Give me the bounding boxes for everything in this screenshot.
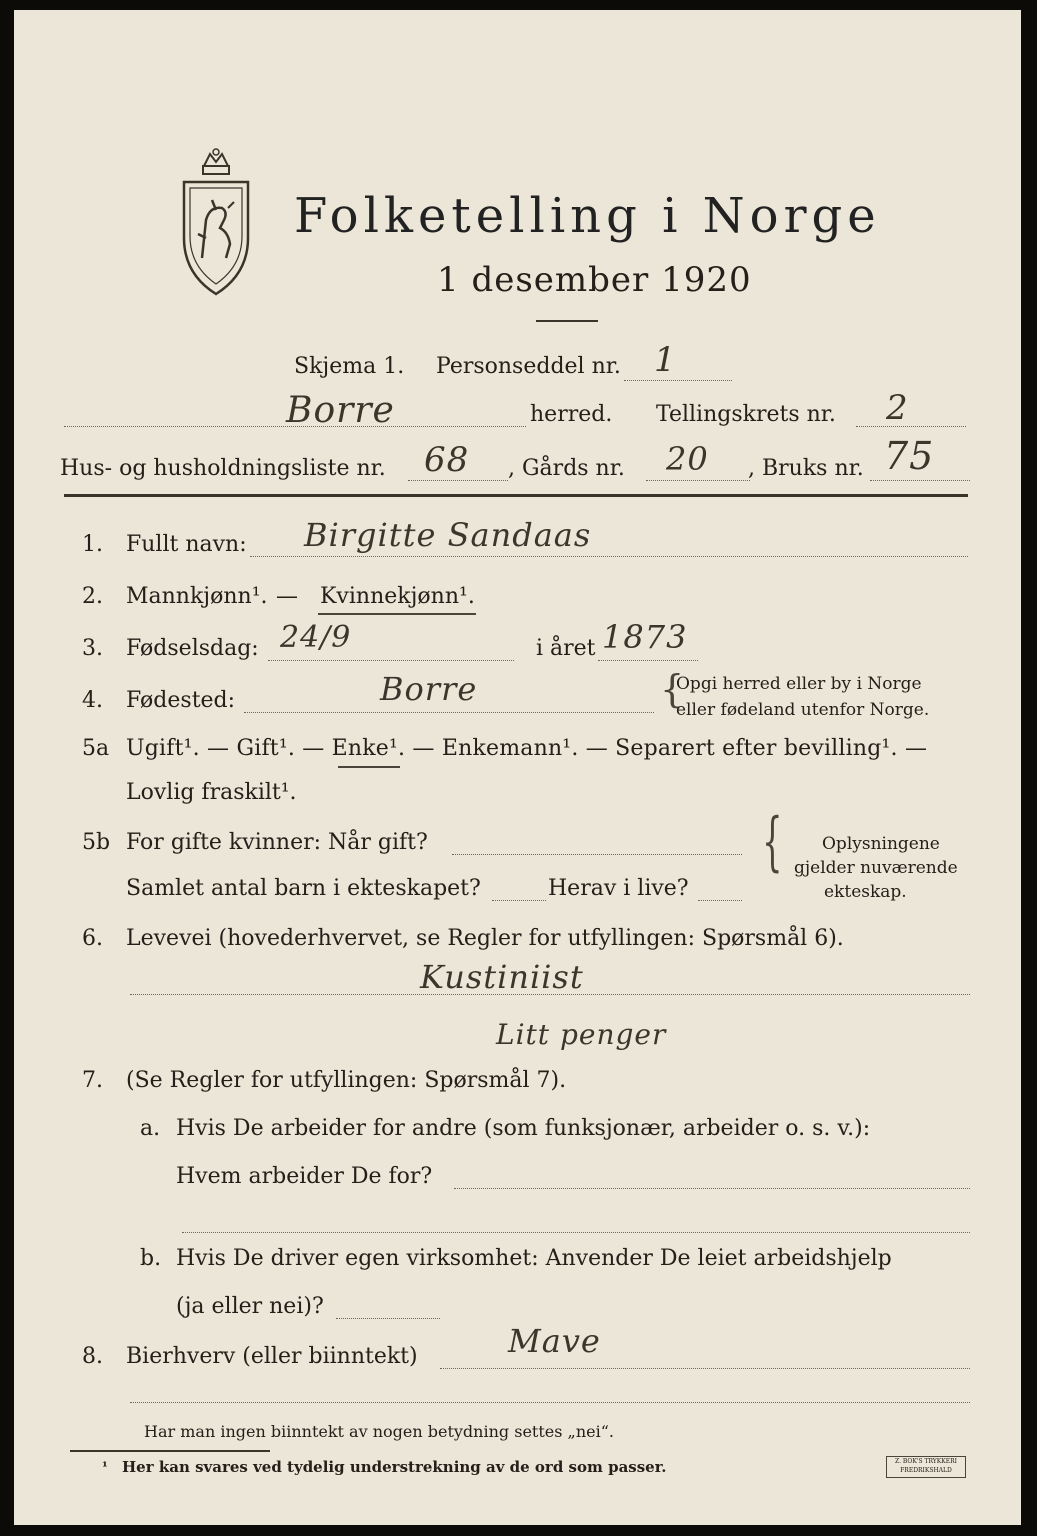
- marital-status-options[interactable]: Ugift¹. — Gift¹. — Enke¹. — Enkemann¹. — Separert efter bevilling¹. —: [126, 736, 928, 761]
- gards-label: , Gårds nr.: [508, 456, 625, 481]
- footnote-text: Her kan svares ved tydelig understrekning av de ord som passer.: [122, 1458, 667, 1476]
- employer-line-2: [182, 1232, 970, 1233]
- marriage-note-1: Oplysningene: [822, 834, 940, 854]
- q4-number: 4.: [82, 688, 103, 713]
- children-alive-line: [698, 900, 742, 901]
- q1-number: 1.: [82, 532, 103, 557]
- q7b-label: Hvis De driver egen virksomhet: Anvender De leiet arbeidshjelp: [176, 1246, 892, 1271]
- gards-line: [646, 480, 750, 481]
- birth-year-value[interactable]: 1873: [602, 618, 688, 656]
- q6-label: Levevei (hovederhvervet, se Regler for utfyllingen: Spørsmål 6).: [126, 926, 844, 951]
- bruks-value[interactable]: 75: [884, 434, 935, 478]
- q8-number: 8.: [82, 1344, 103, 1369]
- gender-separator: —: [276, 584, 298, 609]
- q3-number: 3.: [82, 636, 103, 661]
- full-name-value[interactable]: Birgitte Sandaas: [304, 516, 592, 554]
- birthday-line: [268, 660, 514, 661]
- personseddel-label: Personseddel nr.: [436, 354, 621, 379]
- hus-line: [408, 480, 508, 481]
- gards-value[interactable]: 20: [666, 440, 709, 478]
- marriage-note-2: gjelder nuværende: [794, 858, 958, 878]
- birthplace-note-2: eller fødeland utenfor Norge.: [676, 700, 930, 720]
- gender-female-underline: [318, 613, 476, 615]
- birthplace-value[interactable]: Borre: [380, 670, 478, 708]
- birthplace-line: [244, 712, 654, 713]
- enke-underline: [338, 766, 400, 768]
- gender-female-label[interactable]: Kvinnekjønn¹.: [320, 584, 475, 609]
- q1-label: Fullt navn:: [126, 532, 247, 557]
- year-label: i året: [536, 636, 596, 661]
- occupation-line: [130, 994, 970, 995]
- side-income-line-2: [130, 1402, 970, 1403]
- occupation-value-1[interactable]: Kustiniist: [420, 958, 584, 996]
- marriage-note-brace: {: [762, 805, 783, 879]
- personseddel-line: [624, 380, 732, 381]
- q7-number: 7.: [82, 1068, 103, 1093]
- footer-divider: [70, 1450, 270, 1452]
- hus-label: Hus- og husholdningsliste nr.: [60, 456, 386, 481]
- herred-value[interactable]: Borre: [286, 390, 395, 431]
- gender-male-label[interactable]: Mannkjønn¹.: [126, 584, 268, 609]
- married-when-line: [452, 854, 742, 855]
- norway-coat-of-arms-icon: [176, 148, 256, 298]
- printer-stamp-line-2: FREDRIKSHALD: [900, 1467, 952, 1474]
- census-date: 1 desember 1920: [437, 260, 752, 300]
- bruks-line: [870, 480, 970, 481]
- children-total-label: Samlet antal barn i ekteskapet?: [126, 876, 481, 901]
- footnote-mark: ¹: [102, 1460, 108, 1475]
- q7-label: (Se Regler for utfyllingen: Spørsmål 7).: [126, 1068, 567, 1093]
- tellingskrets-line: [856, 426, 966, 427]
- form-title: Folketelling i Norge: [294, 188, 881, 244]
- q5a-number: 5a: [82, 736, 110, 761]
- employer-line: [454, 1188, 970, 1189]
- q8-label: Bierhverv (eller biinntekt): [126, 1344, 418, 1369]
- q7a-label: Hvis De arbeider for andre (som funksjonær, arbeider o. s. v.):: [176, 1116, 871, 1141]
- occupation-value-2[interactable]: Litt penger: [496, 1018, 667, 1051]
- year-line: [598, 660, 698, 661]
- children-total-line: [492, 900, 546, 901]
- q5b-number: 5b: [82, 830, 111, 855]
- hus-value[interactable]: 68: [424, 440, 470, 480]
- herred-label: herred.: [530, 402, 613, 427]
- employer-label: Hvem arbeider De for?: [176, 1164, 433, 1189]
- q2-number: 2.: [82, 584, 103, 609]
- q4-label: Fødested:: [126, 688, 236, 713]
- q7b-number: b.: [140, 1246, 162, 1271]
- census-form-page: [14, 10, 1021, 1525]
- marital-status-divorced[interactable]: Lovlig fraskilt¹.: [126, 780, 297, 805]
- q1-line: [250, 556, 968, 557]
- q6-number: 6.: [82, 926, 103, 951]
- tellingskrets-label: Tellingskrets nr.: [656, 402, 836, 427]
- hired-help-label: (ja eller nei)?: [176, 1294, 324, 1319]
- schema-label: Skjema 1.: [294, 354, 405, 379]
- children-alive-label: Herav i live?: [548, 876, 689, 901]
- title-divider: [536, 320, 598, 322]
- birthday-value[interactable]: 24/9: [280, 620, 352, 655]
- q7a-number: a.: [140, 1116, 161, 1141]
- side-income-note: Har man ingen biinntekt av nogen betydning settes „nei“.: [144, 1422, 614, 1441]
- married-when-label: For gifte kvinner: Når gift?: [126, 830, 428, 855]
- hired-help-line: [336, 1318, 440, 1319]
- marriage-note-3: ekteskap.: [824, 882, 907, 902]
- header-divider: [64, 494, 968, 497]
- tellingskrets-value[interactable]: 2: [886, 388, 909, 428]
- side-income-line: [440, 1368, 970, 1369]
- birthplace-note-1: Opgi herred eller by i Norge: [676, 674, 922, 694]
- personseddel-value[interactable]: 1: [654, 340, 677, 380]
- printer-stamp: [886, 1456, 966, 1478]
- bruks-label: , Bruks nr.: [748, 456, 864, 481]
- birthplace-brace: {: [660, 667, 685, 711]
- q3-label: Fødselsdag:: [126, 636, 259, 661]
- side-income-value[interactable]: Mave: [508, 1322, 601, 1360]
- printer-stamp-line-1: Z. BOK'S TRYKKERI: [895, 1458, 957, 1465]
